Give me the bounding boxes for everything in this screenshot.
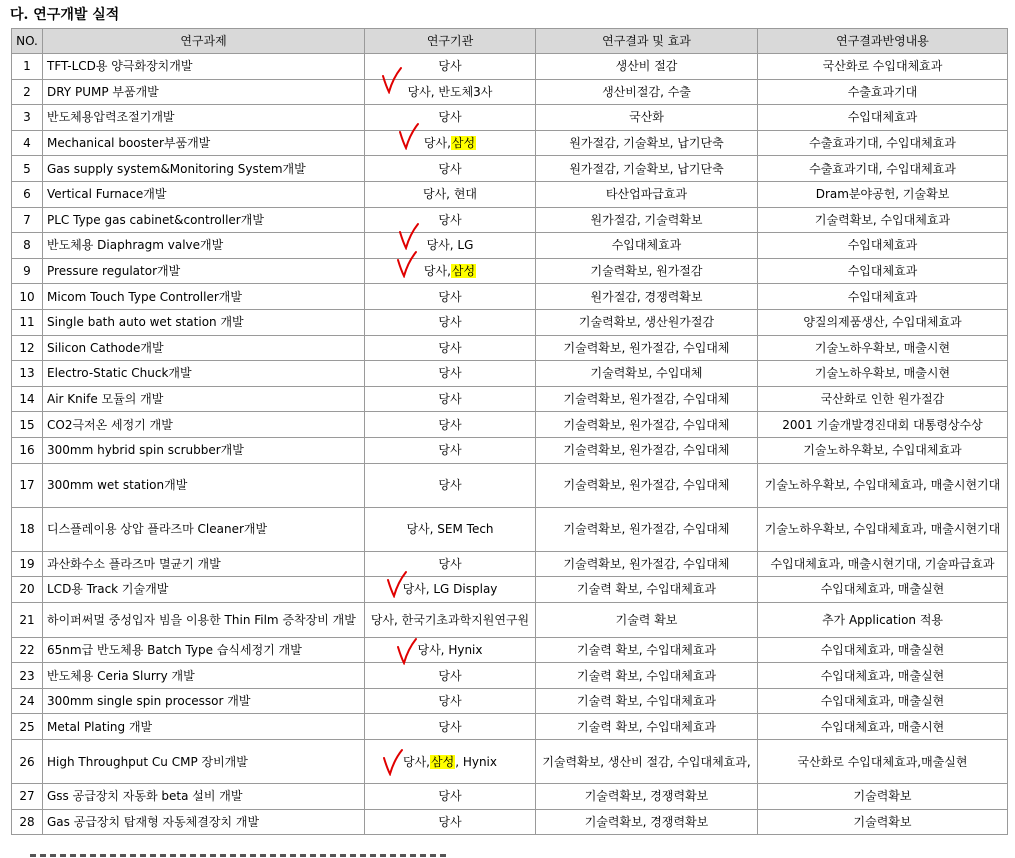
table-row: [12, 181, 1008, 207]
institution-text: 당사: [438, 340, 462, 355]
application-cell: 수입대체효과: [758, 105, 1008, 131]
row-number: 18: [12, 507, 43, 551]
check-mark-icon: [386, 570, 408, 598]
result-cell: 생산비절감, 수출: [536, 79, 758, 105]
institution-cell: [365, 156, 536, 182]
table-row: [12, 577, 1008, 603]
row-number: 3: [12, 105, 43, 131]
table-row: [12, 437, 1008, 463]
row-number: 10: [12, 284, 43, 310]
check-mark-icon: [381, 66, 403, 94]
task-cell: Gss 공급장치 자동화 beta 설비 개발: [43, 784, 365, 810]
institution-text: 당사: [438, 789, 462, 804]
institution-cell: [365, 233, 536, 259]
institution-text: 당사: [438, 212, 462, 227]
application-cell: 국산화로 수입대체효과: [758, 54, 1008, 80]
institution-text: 당사: [438, 315, 462, 330]
table-row: [12, 258, 1008, 284]
table-row: [12, 54, 1008, 80]
application-cell: 기술노하우확보, 수입대체효과, 매출시현기대: [758, 507, 1008, 551]
institution-cell: [365, 663, 536, 689]
institution-text: 당사: [438, 110, 462, 125]
header-task: 연구과제: [43, 29, 365, 54]
task-cell: 300mm single spin processor 개발: [43, 688, 365, 714]
task-cell: DRY PUMP 부품개발: [43, 79, 365, 105]
institution-text: 당사, LG: [426, 238, 474, 253]
row-number: 20: [12, 577, 43, 603]
institution-cell: [365, 361, 536, 387]
task-cell: Metal Plating 개발: [43, 714, 365, 740]
header-application: 연구결과반영내용: [758, 29, 1008, 54]
institution-text: 당사,: [423, 136, 451, 151]
application-cell: 2001 기술개발경진대회 대통령상수상: [758, 412, 1008, 438]
result-cell: 원가절감, 기술확보, 납기단축: [536, 156, 758, 182]
row-number: 13: [12, 361, 43, 387]
application-cell: 추가 Application 적용: [758, 602, 1008, 637]
institution-text: 당사: [438, 719, 462, 734]
task-cell: Air Knife 모듈의 개발: [43, 386, 365, 412]
row-number: 2: [12, 79, 43, 105]
table-row: [12, 207, 1008, 233]
result-cell: 기술력 확보: [536, 602, 758, 637]
row-number: 24: [12, 688, 43, 714]
institution-text: 당사: [438, 668, 462, 683]
result-cell: 기술력확보, 경쟁력확보: [536, 809, 758, 835]
institution-cell: [365, 714, 536, 740]
application-cell: 수입대체효과, 매출실현: [758, 637, 1008, 663]
application-cell: 기술력확보: [758, 809, 1008, 835]
table-row: [12, 233, 1008, 259]
task-cell: Single bath auto wet station 개발: [43, 309, 365, 335]
table-row: [12, 784, 1008, 810]
row-number: 9: [12, 258, 43, 284]
table-row: [12, 507, 1008, 551]
institution-text: 당사: [438, 161, 462, 176]
institution-cell: [365, 207, 536, 233]
highlighted-institution: 삼성: [451, 136, 476, 151]
table-row: [12, 740, 1008, 784]
check-mark-icon: [398, 222, 420, 250]
institution-cell: [365, 437, 536, 463]
task-cell: 반도체용압력조절기개발: [43, 105, 365, 131]
row-number: 11: [12, 309, 43, 335]
result-cell: 기술력확보, 원가절감, 수입대체: [536, 386, 758, 412]
institution-text: 당사: [438, 59, 462, 74]
row-number: 16: [12, 437, 43, 463]
task-cell: CO2극저온 세정기 개발: [43, 412, 365, 438]
institution-cell: [365, 386, 536, 412]
result-cell: 원가절감, 기술력확보: [536, 207, 758, 233]
table-row: [12, 463, 1008, 507]
application-cell: 수입대체효과, 매출실현: [758, 577, 1008, 603]
row-number: 21: [12, 602, 43, 637]
application-cell: 기술노하우확보, 매출시현: [758, 361, 1008, 387]
check-mark-icon: [396, 250, 418, 278]
institution-cell: [365, 181, 536, 207]
table-row: [12, 602, 1008, 637]
task-cell: 300mm wet station개발: [43, 463, 365, 507]
cut-off-text-line: [30, 850, 450, 858]
application-cell: 수입대체효과, 매출시현: [758, 714, 1008, 740]
row-number: 28: [12, 809, 43, 835]
row-number: 1: [12, 54, 43, 80]
task-cell: Electro-Static Chuck개발: [43, 361, 365, 387]
result-cell: 원가절감, 기술확보, 납기단축: [536, 130, 758, 156]
result-cell: 기술력확보, 생산원가절감: [536, 309, 758, 335]
row-number: 17: [12, 463, 43, 507]
application-cell: 기술력확보, 수입대체효과: [758, 207, 1008, 233]
institution-text: 당사, 현대: [423, 187, 477, 202]
table-header-row: [12, 29, 1008, 54]
institution-cell: [365, 130, 536, 156]
table-row: [12, 361, 1008, 387]
institution-text: 당사: [438, 556, 462, 571]
check-mark-icon: [382, 748, 404, 776]
institution-text: 당사, SEM Tech: [406, 522, 494, 536]
table-row: [12, 551, 1008, 577]
institution-text: 당사: [438, 417, 462, 432]
row-number: 25: [12, 714, 43, 740]
institution-text: 당사: [438, 478, 462, 492]
institution-cell: [365, 335, 536, 361]
row-number: 7: [12, 207, 43, 233]
institution-text: 당사: [438, 814, 462, 829]
institution-cell: [365, 784, 536, 810]
result-cell: 기술력확보, 경쟁력확보: [536, 784, 758, 810]
check-mark-icon: [396, 637, 418, 665]
rd-results-table: [11, 28, 1008, 835]
result-cell: 기술력확보, 수입대체: [536, 361, 758, 387]
result-cell: 국산화: [536, 105, 758, 131]
table-row: [12, 809, 1008, 835]
result-cell: 기술력확보, 원가절감: [536, 258, 758, 284]
result-cell: 기술력확보, 원가절감, 수입대체: [536, 507, 758, 551]
task-cell: Gas supply system&Monitoring System개발: [43, 156, 365, 182]
row-number: 19: [12, 551, 43, 577]
application-cell: 수출효과기대, 수입대체효과: [758, 156, 1008, 182]
institution-text: 당사: [438, 366, 462, 381]
institution-cell: [365, 284, 536, 310]
application-cell: 수입대체효과: [758, 233, 1008, 259]
task-cell: PLC Type gas cabinet&controller개발: [43, 207, 365, 233]
institution-text: 당사, 한국기초과학지원연구원: [370, 612, 530, 627]
result-cell: 기술력 확보, 수입대체효과: [536, 577, 758, 603]
table-row: [12, 156, 1008, 182]
result-cell: 기술력확보, 원가절감, 수입대체: [536, 412, 758, 438]
row-number: 5: [12, 156, 43, 182]
result-cell: 기술력 확보, 수입대체효과: [536, 688, 758, 714]
table-row: [12, 130, 1008, 156]
institution-text: 당사: [438, 443, 462, 458]
result-cell: 기술력확보, 원가절감, 수입대체: [536, 551, 758, 577]
table-row: [12, 309, 1008, 335]
table-row: [12, 663, 1008, 689]
institution-text: 당사, LG Display: [402, 582, 498, 597]
application-cell: 기술노하우확보, 수입대체효과, 매출시현기대: [758, 463, 1008, 507]
row-number: 26: [12, 740, 43, 784]
result-cell: 기술력확보, 원가절감, 수입대체: [536, 335, 758, 361]
task-cell: Vertical Furnace개발: [43, 181, 365, 207]
task-cell: 과산화수소 플라즈마 멸균기 개발: [43, 551, 365, 577]
task-cell: 하이퍼써멀 중성입자 빔을 이용한 Thin Film 증착장비 개발: [43, 602, 365, 637]
task-cell: 디스플레이용 상압 플라즈마 Cleaner개발: [43, 507, 365, 551]
row-number: 15: [12, 412, 43, 438]
institution-text-after: , Hynix: [455, 754, 497, 769]
row-number: 27: [12, 784, 43, 810]
table-row: [12, 386, 1008, 412]
task-cell: Pressure regulator개발: [43, 258, 365, 284]
row-number: 23: [12, 663, 43, 689]
application-cell: 기술력확보: [758, 784, 1008, 810]
table-row: [12, 637, 1008, 663]
institution-cell: [365, 602, 536, 637]
application-cell: Dram분야공헌, 기술확보: [758, 181, 1008, 207]
institution-text: 당사,: [403, 754, 430, 769]
application-cell: 기술노하우확보, 수입대체효과: [758, 437, 1008, 463]
highlighted-institution: 삼성: [431, 754, 455, 769]
institution-cell: [365, 412, 536, 438]
table-row: [12, 105, 1008, 131]
table-row: [12, 335, 1008, 361]
task-cell: 반도체용 Ceria Slurry 개발: [43, 663, 365, 689]
result-cell: 타산업파급효과: [536, 181, 758, 207]
table-row: [12, 412, 1008, 438]
application-cell: 수입대체효과, 매출실현: [758, 688, 1008, 714]
result-cell: 기술력 확보, 수입대체효과: [536, 714, 758, 740]
application-cell: 수입대체효과, 매출시현기대, 기술파급효과: [758, 551, 1008, 577]
institution-cell: [365, 809, 536, 835]
table-row: [12, 284, 1008, 310]
institution-text: 당사: [438, 289, 462, 304]
result-cell: 생산비 절감: [536, 54, 758, 80]
row-number: 6: [12, 181, 43, 207]
result-cell: 기술력확보, 원가절감, 수입대체: [536, 437, 758, 463]
result-cell: 기술력확보, 생산비 절감, 수입대체효과,: [536, 740, 758, 784]
application-cell: 수입대체효과, 매출실현: [758, 663, 1008, 689]
institution-text: 당사: [438, 694, 462, 709]
task-cell: 300mm hybrid spin scrubber개발: [43, 437, 365, 463]
institution-cell: [365, 507, 536, 551]
check-mark-icon: [398, 122, 420, 150]
row-number: 14: [12, 386, 43, 412]
institution-cell: [365, 463, 536, 507]
institution-cell: [365, 637, 536, 663]
institution-cell: [365, 258, 536, 284]
task-cell: Silicon Cathode개발: [43, 335, 365, 361]
task-cell: High Throughput Cu CMP 장비개발: [43, 740, 365, 784]
result-cell: 기술력 확보, 수입대체효과: [536, 637, 758, 663]
task-cell: Micom Touch Type Controller개발: [43, 284, 365, 310]
task-cell: Mechanical booster부품개발: [43, 130, 365, 156]
result-cell: 기술력확보, 원가절감, 수입대체: [536, 463, 758, 507]
task-cell: 65nm급 반도체용 Batch Type 습식세정기 개발: [43, 637, 365, 663]
result-cell: 원가절감, 경쟁력확보: [536, 284, 758, 310]
application-cell: 양질의제품생산, 수입대체효과: [758, 309, 1008, 335]
header-no: NO.: [12, 29, 43, 54]
row-number: 8: [12, 233, 43, 259]
application-cell: 국산화로 인한 원가절감: [758, 386, 1008, 412]
application-cell: 수입대체효과: [758, 258, 1008, 284]
result-cell: 기술력 확보, 수입대체효과: [536, 663, 758, 689]
institution-cell: [365, 309, 536, 335]
table-row: [12, 688, 1008, 714]
row-number: 4: [12, 130, 43, 156]
row-number: 22: [12, 637, 43, 663]
application-cell: 수출효과기대: [758, 79, 1008, 105]
task-cell: LCD용 Track 기술개발: [43, 577, 365, 603]
application-cell: 수출효과기대, 수입대체효과: [758, 130, 1008, 156]
table-row: [12, 79, 1008, 105]
task-cell: TFT-LCD용 양극화장치개발: [43, 54, 365, 80]
application-cell: 국산화로 수입대체효과,매출실현: [758, 740, 1008, 784]
row-number: 12: [12, 335, 43, 361]
institution-text: 당사, Hynix: [417, 642, 483, 657]
institution-text: 당사: [438, 392, 462, 407]
institution-text: 당사,: [423, 264, 451, 279]
header-result: 연구결과 및 효과: [536, 29, 758, 54]
highlighted-institution: 삼성: [451, 264, 476, 279]
task-cell: Gas 공급장치 탑재형 자동체결장치 개발: [43, 809, 365, 835]
institution-cell: [365, 688, 536, 714]
table-row: [12, 714, 1008, 740]
section-title: 다. 연구개발 실적: [10, 7, 120, 23]
institution-cell: [365, 105, 536, 131]
application-cell: 기술노하우확보, 매출시현: [758, 335, 1008, 361]
task-cell: 반도체용 Diaphragm valve개발: [43, 233, 365, 259]
result-cell: 수입대체효과: [536, 233, 758, 259]
application-cell: 수입대체효과: [758, 284, 1008, 310]
institution-text: 당사, 반도체3사: [407, 84, 493, 99]
header-institution: 연구기관: [365, 29, 536, 54]
